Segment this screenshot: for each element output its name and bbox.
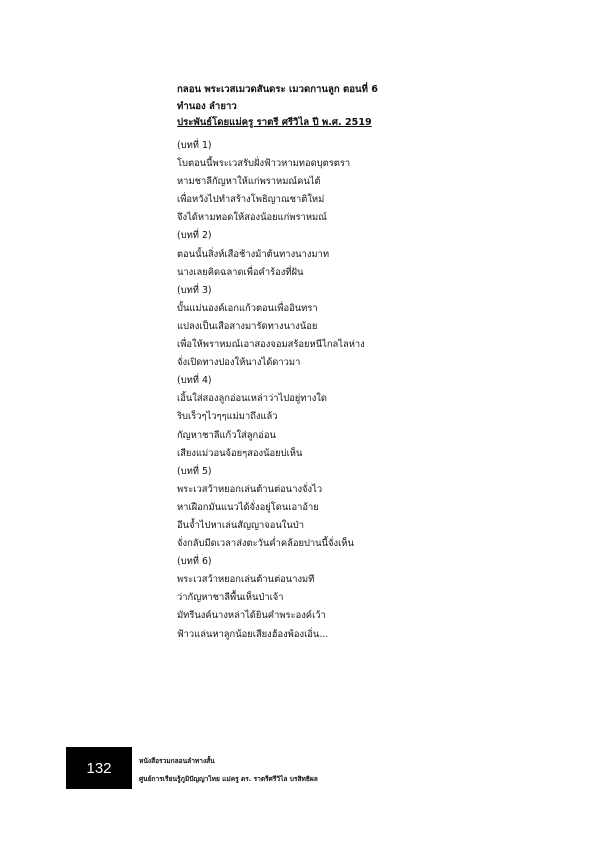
poem-line: จึงได้หามทอดให้สองน้อยแก่พราหมณ์ [177,212,327,224]
page-number: 132 [86,759,112,777]
poem-body [177,138,537,645]
poem-line: พระเวสว้าหยอกเล่นต้านต่อนางมที [177,574,315,586]
poem-line: เอิ้นใส่สองลูกอ่อนเหล่าว่าไปอยู่ทางใด [177,393,327,405]
poem-line: ฟ้าวแล่นหาลูกน้อยเสียงฮ้องพ้องเอิ่น... [177,628,329,640]
poem-line: นางเลยคิดฉลาดเพื่อคำร้องที่ฝัน [177,266,304,278]
poem-line: เพื่อให้พราหมณ์เอาสองจอมสร้อยหนีไกลไลห่าง [177,339,365,351]
footer-book-title: หนังสือรวมกลอนลำทางสั้น [139,757,215,765]
poem-line: แปลงเป็นเสือสางมารัดทางนางน้อย [177,320,318,332]
poem-line: อีนจ้ำไปหาเล่นสัญญาจอนในป่า [177,519,304,531]
poem-line: (บทที่ 5) [177,465,212,477]
footer-text [139,757,559,793]
poem-title: กลอน พระเวสเมวดสันดระ เมวดกานลูก ตอนที่ 6 [177,84,378,95]
footer-publisher: ศูนย์การเรียนรู้ภูมิปัญญาไทย แม่ครู ดร. ราตรีศรีวิไล บรสิทธิผล [139,775,318,783]
poem-line: (บทที่ 3) [177,284,212,296]
poem-line: (บทที่ 4) [177,375,212,387]
poem-line: ริบเร็วๆไวๆๆแม่มาถึงแล้ว [177,411,278,423]
poem-line: เพื่อหวังไปทำสร้างโพธิญาณชาติใหม่ [177,194,325,206]
poem-line: (บทที่ 6) [177,556,212,568]
poem-line: เสียงแม่วอนจ้อยๆสองน้อยบ่เห็น [177,447,303,459]
poem-line: (บทที่ 2) [177,230,212,242]
poem-line: มัทรีนงค์นางหล่าได้ยินคำพระองค์เว้า [177,610,326,622]
poem-line: บั้นแม่นองค์เอกแก้วตอนเพื่ออินทรา [177,302,318,314]
page-number-box [66,747,132,789]
poem-line: พระเวสว้าหยอกเล่นต้านต่อนางจั่งไว [177,483,323,495]
poem-line: จั่งเปิดทางปองให้นางได้ดาวมา [177,357,301,369]
poem-line: หาเฝือกมันแนวได้จั่งอยู่โดนเอาอ้าย [177,501,319,513]
poem-line: จั่งกลับมีดเวลาส่งตะวันค่ำคล้อยปานนี้จั่งเห็น [177,538,354,550]
poem-line: ตอนนั้นสิ่งห์เสือช้างม้าต้นทางนางมาท [177,248,330,260]
poem-line: ว่ากัญหาชาลีพื้นเห็นป่าเจ้า [177,592,284,604]
poem-line: หามชาลีกัญหาให้แก่พราหมณ์คนไต้ [177,176,321,188]
poem-line: กัญหาชาลีแก้วใส่ลูกอ่อน [177,429,276,441]
poem-line: โบตอนนี้พระเวสรับฝั่งฟ้าวหามทอดบุตรตรา [177,158,351,170]
poem-melody: ทำนอง ลำยาว [177,100,237,112]
header [177,82,537,132]
poem-line: (บทที่ 1) [177,140,212,151]
poem-credit: ประพันธ์โดยแม่ครู ราตรี ศรีวิไล ปี พ.ศ. 2519 [177,117,372,128]
